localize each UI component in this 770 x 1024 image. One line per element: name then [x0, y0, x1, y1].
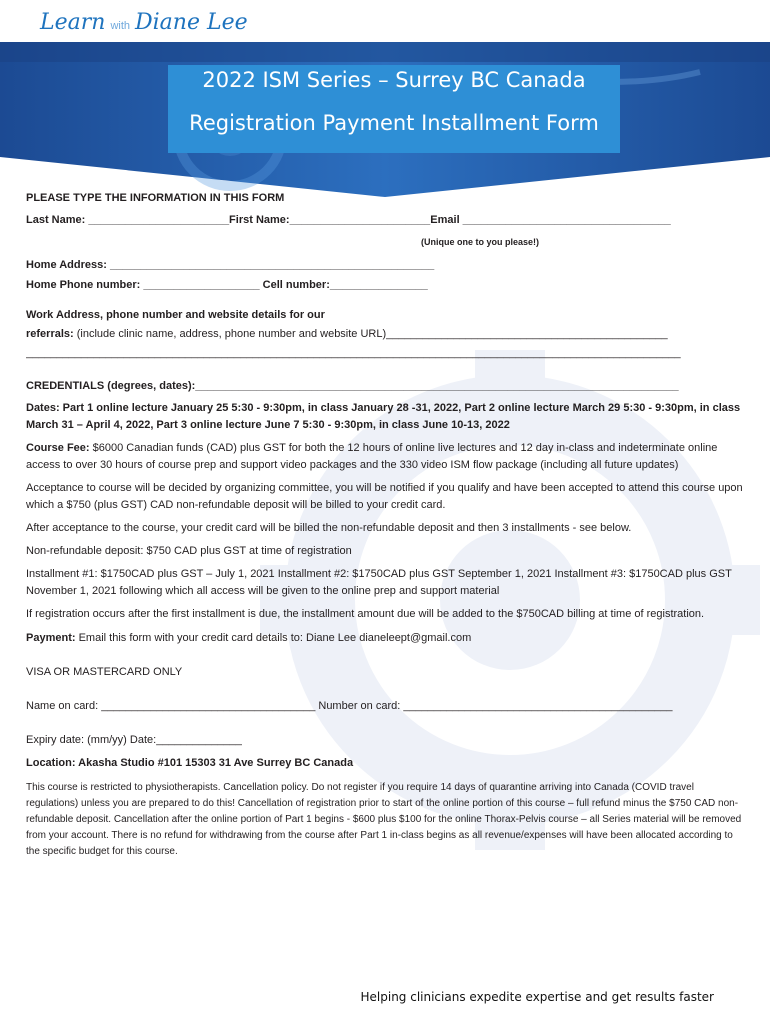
installments-text: Installment #1: $1750CAD plus GST – July 1, 2021 Installment #2: $1750CAD plus GST September 1, 2021 Installment #3: $1750CAD plus GST November 1, 2021 following which all access will be given to the online prep and support material	[26, 568, 732, 597]
logo-word-learn: Learn	[40, 10, 106, 35]
card-type-text: VISA OR MASTERCARD ONLY	[26, 666, 183, 678]
location-text: Location: Akasha Studio #101 15303 31 Ave Surrey BC Canada	[26, 757, 354, 769]
name-email-line[interactable]: Last Name: _______________________First Name:_______________________Email __________________________________	[26, 214, 671, 226]
phone-line[interactable]: Home Phone number: ___________________ Cell number:________________	[26, 279, 428, 291]
course-fee-label: Course Fee:	[26, 442, 90, 454]
expiry-line[interactable]: Expiry date: (mm/yy) Date:______________	[26, 734, 242, 746]
footer-tagline: Helping clinicians expedite expertise and get results faster	[360, 990, 714, 1004]
course-fee	[26, 440, 746, 474]
email-note: (Unique one to you please!)	[421, 237, 540, 247]
banner-highlight	[0, 42, 770, 62]
payment-text	[26, 630, 746, 647]
form-instruction: PLEASE TYPE THE INFORMATION IN THIS FORM	[26, 192, 285, 204]
form-title: 2022 ISM Series – Surrey BC Canada	[202, 68, 586, 92]
late-registration-text: If registration occurs after the first installment is due, the installment amount due will be added to the $750CAD billing at time of registration.	[26, 608, 705, 620]
course-fee-text: $6000 Canadian funds (CAD) plus GST for both the 12 hours of online live lectures and 12 day in-class and indeterminate online access to over 30 hours of course prep and support video packages and the 330 video ISM flow package (including all future updates)	[26, 442, 718, 471]
cancellation-policy: This course is restricted to physiotherapists. Cancellation policy. Do not register if you require 14 days of quarantine arriving into Canada (COVID travel regulations) unless you are prepared to do this! Cancellation of registration prior to start of the online portion of this course – full refund minus the $750 CAD non-refundable deposit. Cancellation after the online portion of Part 1 begins - $600 plus $100 for the online Thorax-Pelvis course – all Series material will be removed from your account. There is no refund for withdrawing from the course after Part 1 in-class begins as all revenue/expenses will have been allocated according to the specific budget for this course.	[26, 782, 742, 857]
acceptance-text: Acceptance to course will be decided by organizing committee, you will be notified if you qualify and have been accepted to attend this course upon which a $750 (plus GST) CAD non-refundable deposit will be billed to your credit card.	[26, 482, 743, 511]
form-subtitle: Registration Payment Installment Form	[189, 111, 599, 135]
deposit-text: Non-refundable deposit: $750 CAD plus GST at time of registration	[26, 545, 352, 557]
logo-word-name: Diane Lee	[135, 10, 248, 35]
referrals-line-2[interactable]: ___________________________________________________________________________________________________________	[26, 347, 681, 359]
referrals-instructions: (include clinic name, address, phone number and website URL)______________________________________________	[76, 328, 668, 340]
payment-label: Payment:	[26, 632, 76, 644]
course-dates: Dates: Part 1 online lecture January 25 5:30 - 9:30pm, in class January 28 -31, 2022, Part 2 online lecture March 29 5:30 - 9:30pm, in class March 31 – April 4, 2022, Part 3 online lecture June 7 5:30 - 9:30pm, in class June 10-13, 2022	[26, 402, 741, 431]
form-title-box	[168, 65, 620, 153]
form-body	[26, 190, 746, 860]
card-details-line[interactable]: Name on card: ___________________________________ Number on card: ____________________________________________	[26, 700, 673, 712]
payment-instructions: Email this form with your credit card details to: Diane Lee dianeleept@gmail.com	[78, 632, 472, 644]
work-address-label: Work Address, phone number and website details for our	[26, 309, 325, 321]
home-address-line[interactable]: Home Address: _____________________________________________________	[26, 259, 435, 271]
referrals-label: referrals:	[26, 328, 74, 340]
after-acceptance-text: After acceptance to the course, your credit card will be billed the non-refundable deposit and then 3 installments - see below.	[26, 522, 632, 534]
logo-word-with: with	[110, 20, 130, 32]
referrals-line[interactable]	[26, 326, 746, 343]
brand-logo	[40, 10, 248, 40]
credentials-line[interactable]: CREDENTIALS (degrees, dates):_______________________________________________________________________________	[26, 380, 679, 392]
